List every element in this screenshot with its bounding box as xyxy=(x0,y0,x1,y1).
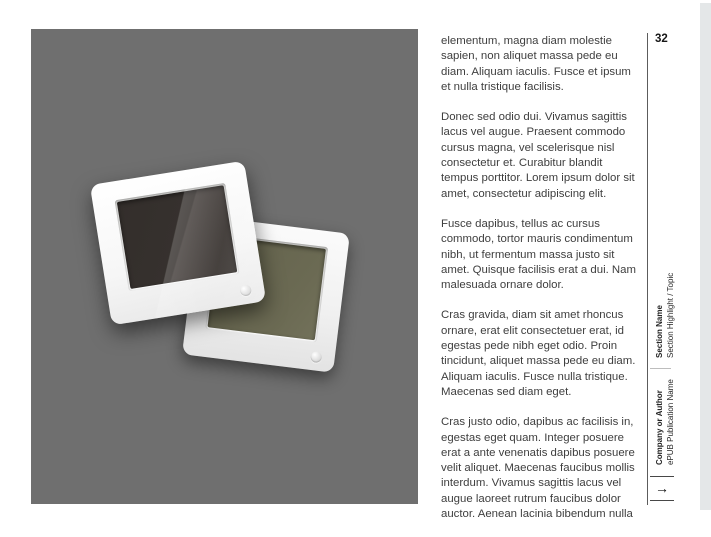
section-name: Section Name xyxy=(655,305,664,358)
slide-aperture xyxy=(115,183,240,291)
publication-name: ePUB Publication Name xyxy=(665,379,675,465)
page-edge-strip xyxy=(700,3,711,510)
article-text-column xyxy=(441,34,640,537)
sidebar-divider xyxy=(650,368,671,369)
publication-label xyxy=(655,379,676,465)
slide-dot xyxy=(310,351,322,363)
slide-photo-dark xyxy=(117,185,237,289)
figure-panel xyxy=(31,29,418,504)
article-paragraph: Cras justo odio, dapibus ac facilisis in, egestas eget quam. Integer posuere erat a ante venenatis dapibus posuere velit aliquet. Maecenas faucibus mollis interdum. Vivamus sagittis lacus vel augue laoreet rutrum faucibus dolor auctor. Aenean lacinia bibendum nulla xyxy=(441,416,635,521)
sidebar-rule xyxy=(647,33,648,505)
page-number: 32 xyxy=(655,33,668,45)
article-paragraph: Donec sed odio dui. Vivamus sagittis lacus vel augue. Praesent commodo cursus magna, vel scelerisque nisl consectetur et. Curabitur blandit tempus porttitor. Lorem ipsum dolor sit amet, consectetur adipiscing elit. xyxy=(441,111,635,200)
article-paragraph: Cras gravida, diam sit amet rhoncus ornare, erat elit consectetuer erat, id egestas pede nibh eget odio. Proin tincidunt, aliquet massa pede eu diam. Aliquam iaculis. Fusce nulla tristique. Maecenas sed diam eget. xyxy=(441,309,636,398)
next-page-arrow-icon[interactable]: → xyxy=(650,476,674,501)
article-paragraph: Fusce dapibus, tellus ac cursus commodo, tortor mauris condimentum nibh, ut fermentum massa justo sit amet. Quisque facilisis erat a dui. Nam malesuada ornare dolor. xyxy=(441,217,636,292)
slide-dot xyxy=(239,284,252,297)
photo-slide-front xyxy=(90,161,266,326)
section-subtitle: Section Highlight / Topic xyxy=(665,272,675,358)
article-paragraph: elementum, magna diam molestie sapien, non aliquet massa pede eu diam. Aliquam iaculis. Fusce et ipsum et nulla tristique facilisis. xyxy=(441,35,631,93)
publication-author: Company or Author xyxy=(655,390,664,465)
section-label xyxy=(655,273,676,358)
